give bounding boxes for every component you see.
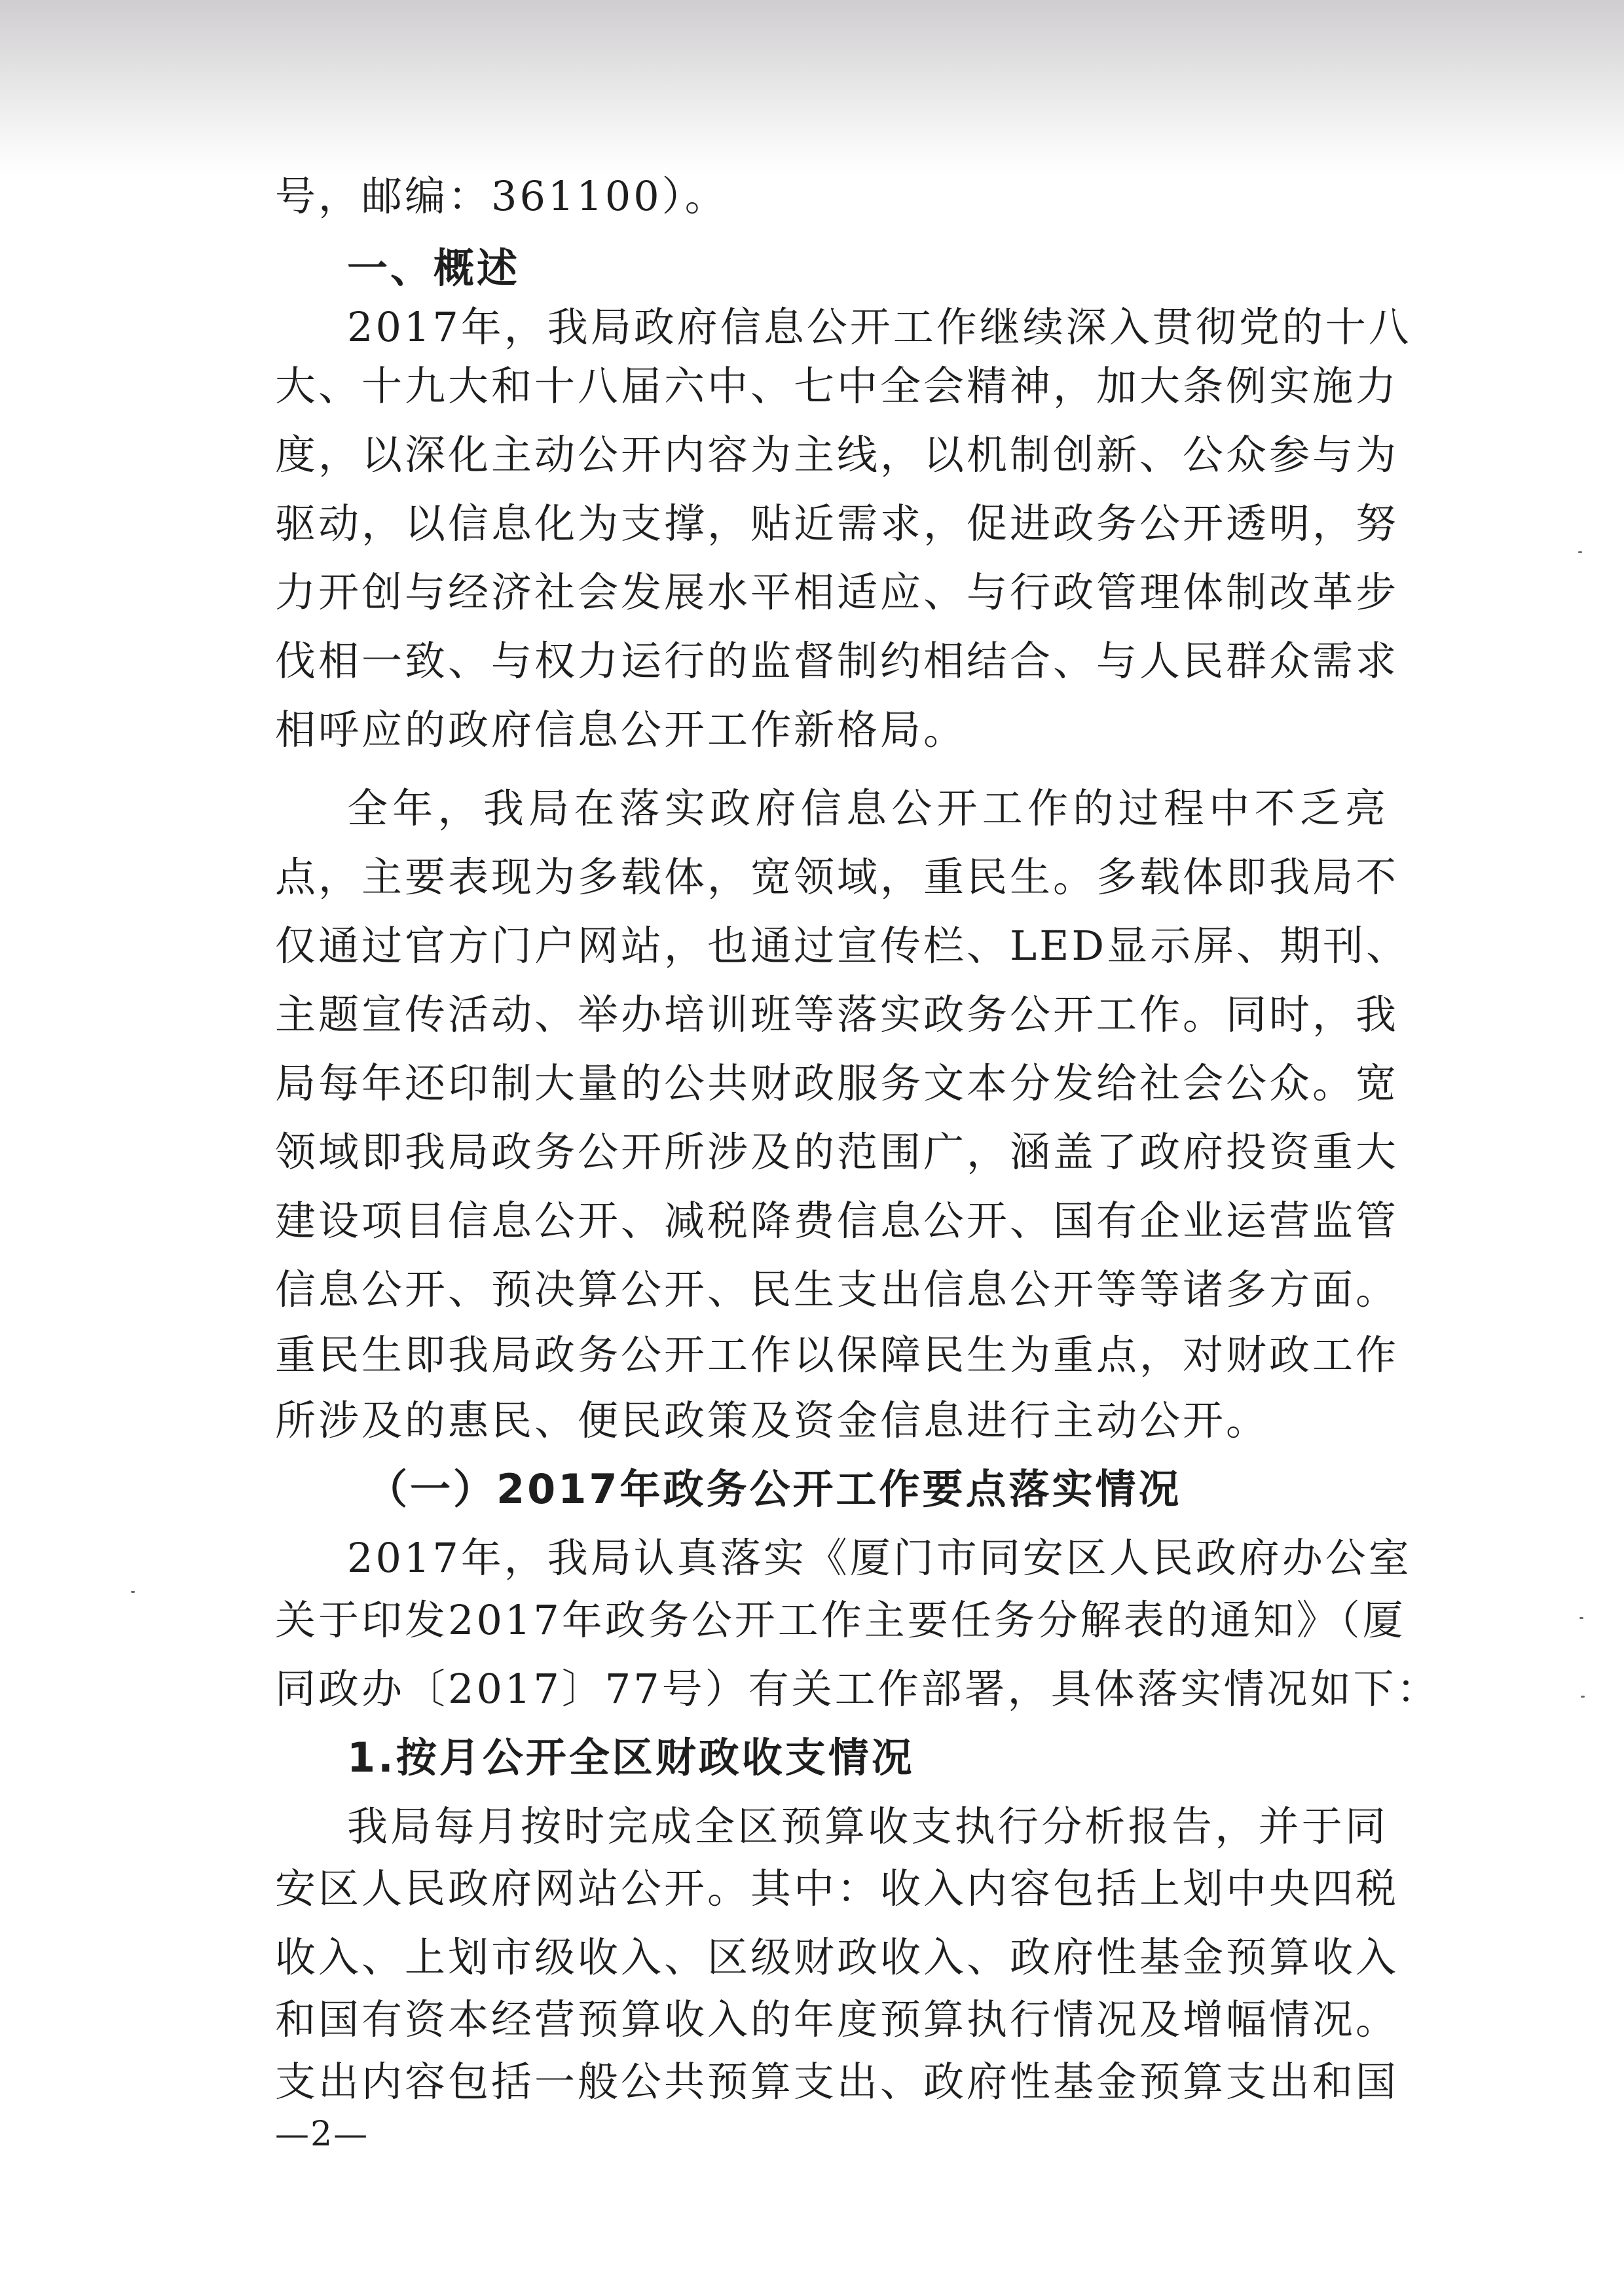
body-line: 相呼应的政府信息公开工作新格局。 xyxy=(275,706,967,754)
body-line: 力开创与经济社会发展水平相适应、与行政管理体制改革步 xyxy=(275,568,1399,616)
subsection-heading: （一）2017年政务公开工作要点落实情况 xyxy=(367,1465,1182,1513)
body-line: 号，邮编：361100）。 xyxy=(275,172,728,220)
body-line: 驱动，以信息化为支撑，贴近需求，促进政务公开透明，努 xyxy=(275,500,1399,547)
paragraph-first-line: 全年，我局在落实政府信息公开工作的过程中不乏亮 xyxy=(347,784,1388,832)
body-line: 关于印发2017年政务公开工作主要任务分解表的通知》（厦 xyxy=(275,1596,1406,1644)
paragraph-first-line: 2017年，我局认真落实《厦门市同安区人民政府办公室 xyxy=(347,1534,1412,1582)
paragraph-first-line: 我局每月按时完成全区预算收支执行分析报告，并于同 xyxy=(347,1802,1388,1850)
body-line: 收入、上划市级收入、区级财政收入、政府性基金预算收入 xyxy=(275,1933,1399,1981)
body-line: 大、十九大和十八届六中、七中全会精神，加大条例实施力 xyxy=(275,362,1399,410)
item-heading: 1.按月公开全区财政收支情况 xyxy=(347,1734,915,1781)
body-line: 点，主要表现为多载体，宽领域，重民生。多载体即我局不 xyxy=(275,853,1399,901)
body-line: 局每年还印制大量的公共财政服务文本分发给社会公众。宽 xyxy=(275,1059,1399,1107)
paragraph-first-line: 2017年，我局政府信息公开工作继续深入贯彻党的十八 xyxy=(347,303,1412,351)
body-line: 和国有资本经营预算收入的年度预算执行情况及增幅情况。 xyxy=(275,1995,1399,2043)
body-line: 主题宣传活动、举办培训班等落实政务公开工作。同时，我 xyxy=(275,991,1399,1038)
scan-shadow xyxy=(0,0,1624,177)
scan-speck xyxy=(131,1591,135,1593)
body-line: 伐相一致、与权力运行的监督制约相结合、与人民群众需求 xyxy=(275,637,1399,685)
body-line: 建设项目信息公开、减税降费信息公开、国有企业运营监管 xyxy=(275,1197,1399,1245)
body-line: 仅通过官方门户网站，也通过宣传栏、LED显示屏、期刊、 xyxy=(275,922,1410,970)
scan-speck xyxy=(1579,1617,1583,1619)
page-number: —2— xyxy=(275,2115,369,2154)
body-line: 所涉及的惠民、便民政策及资金信息进行主动公开。 xyxy=(275,1396,1270,1444)
body-line: 安区人民政府网站公开。其中：收入内容包括上划中央四税 xyxy=(275,1865,1399,1912)
scan-speck xyxy=(1581,1696,1585,1698)
section-heading: 一、概述 xyxy=(347,244,521,292)
body-line: 重民生即我局政务公开工作以保障民生为重点，对财政工作 xyxy=(275,1331,1399,1379)
body-line: 支出内容包括一般公共预算支出、政府性基金预算支出和国 xyxy=(275,2058,1399,2105)
body-line: 同政办〔2017〕77号）有关工作部署，具体落实情况如下： xyxy=(275,1665,1440,1713)
body-line: 信息公开、预决算公开、民生支出信息公开等等诸多方面。 xyxy=(275,1266,1399,1313)
body-line: 度，以深化主动公开内容为主线，以机制创新、公众参与为 xyxy=(275,431,1399,479)
scan-speck xyxy=(1578,551,1582,553)
body-line: 领域即我局政务公开所涉及的范围广，涵盖了政府投资重大 xyxy=(275,1128,1399,1176)
